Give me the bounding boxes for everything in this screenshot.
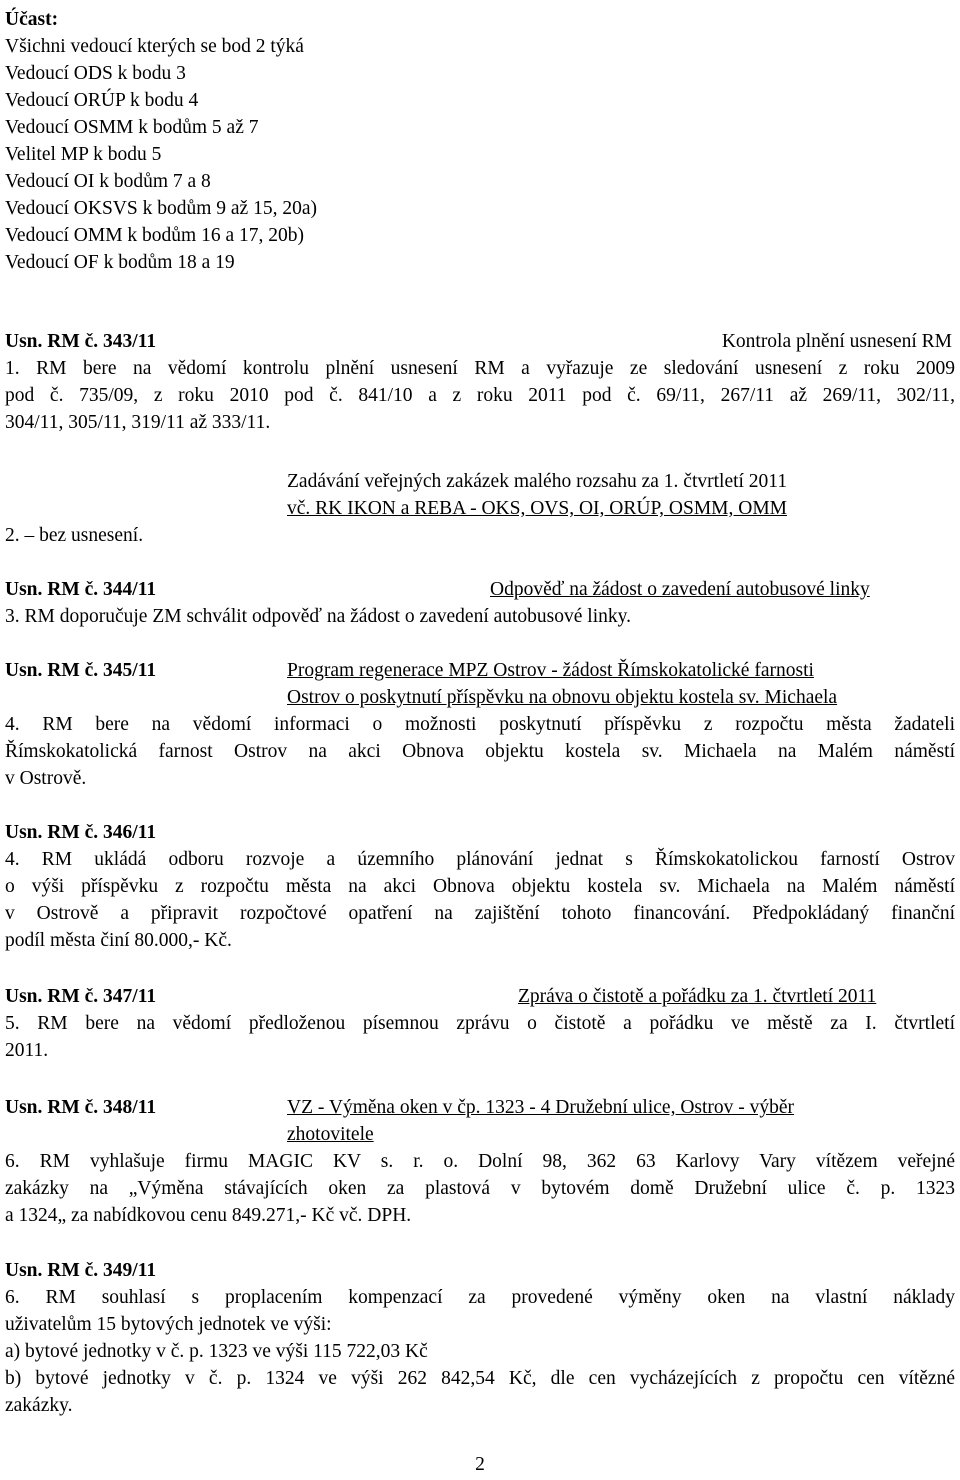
resolution-text: 304/11, 305/11, 319/11 až 333/11. [5,412,271,433]
attendance-line: Vedoucí OI k bodům 7 a 8 [5,171,211,192]
resolution-title: VZ - Výměna oken v čp. 1323 - 4 Družební ulice, Ostrov - výběr [287,1097,795,1118]
resolution-text: 6. RM vyhlašuje firmu MAGIC KV s. r. o. Dolní 98, 362 63 Karlovy Vary vítězem veřejné [5,1151,955,1172]
item-text: 2. – bez usnesení. [5,525,144,546]
resolution-label: Usn. RM č. 349/11 [5,1260,157,1281]
attendance-line: Vedoucí OF k bodům 18 a 19 [5,252,235,273]
resolution-title: Kontrola plnění usnesení RM [721,331,952,352]
attendance-line: Velitel MP k bodu 5 [5,144,162,165]
resolution-title: Zpráva o čistotě a pořádku za 1. čtvrtletí 2011 [518,986,877,1007]
resolution-label: Usn. RM č. 346/11 [5,822,157,843]
attendance-line: Vedoucí ORÚP k bodu 4 [5,90,199,111]
resolution-text: 5. RM bere na vědomí předloženou písemnou zprávu o čistotě a pořádku ve městě za I. čtvrtletí [5,1013,955,1034]
resolution-text: 4. RM bere na vědomí informaci o možnosti poskytnutí příspěvku z rozpočtu města žadateli [5,714,955,735]
resolution-text: 3. RM doporučuje ZM schválit odpověď na žádost o zavedení autobusové linky. [5,606,631,627]
page-number: 2 [475,1454,485,1475]
resolution-text: 2011. [5,1040,49,1061]
resolution-text: v Ostrově a připravit rozpočtové opatření na zajištění tohoto financování. Předpokládaný finanční [5,903,955,924]
resolution-label: Usn. RM č. 347/11 [5,986,157,1007]
resolution-label: Usn. RM č. 344/11 [5,579,157,600]
attendance-line: Vedoucí OSMM k bodům 5 až 7 [5,117,259,138]
resolution-label: Usn. RM č. 345/11 [5,660,157,681]
resolution-title: Odpověď na žádost o zavedení autobusové linky [490,579,870,600]
resolution-title: Program regenerace MPZ Ostrov - žádost Římskokatolické farnosti [287,660,814,681]
resolution-text: 1. RM bere na vědomí kontrolu plnění usnesení RM a vyřazuje ze sledování usnesení z roku 2009 [5,358,955,379]
resolution-text: o výši příspěvku z rozpočtu města na akci Obnova objektu kostela sv. Michaela na Malém náměstí [5,876,955,897]
resolution-text: a) bytové jednotky v č. p. 1323 ve výši 115 722,03 Kč [5,1341,428,1362]
resolution-text: pod č. 735/09, z roku 2010 pod č. 841/10 a z roku 2011 pod č. 69/11, 267/11 až 269/11, 302/11, [5,385,955,406]
resolution-text: b) bytové jednotky v č. p. 1324 ve výši 262 842,54 Kč, dle cen vycházejících z propočtu cen vítězné [5,1368,955,1389]
attendance-heading: Účast: [5,9,59,30]
attendance-line: Vedoucí OMM k bodům 16 a 17, 20b) [5,225,304,246]
resolution-title: zhotovitele [287,1124,374,1145]
resolution-text: 6. RM souhlasí s proplacením kompenzací za provedené výměny oken na vlastní náklady [5,1287,955,1308]
resolution-title: Ostrov o poskytnutí příspěvku na obnovu objektu kostela sv. Michaela [287,687,838,708]
resolution-text: a 1324„ za nabídkovou cenu 849.271,- Kč vč. DPH. [5,1205,412,1226]
resolution-text: v Ostrově. [5,768,87,789]
item-title: Zadávání veřejných zakázek malého rozsahu za 1. čtvrtletí 2011 [287,471,788,492]
resolution-text: uživatelům 15 bytových jednotek ve výši: [5,1314,332,1335]
resolution-text: Římskokatolická farnost Ostrov na akci Obnova objektu kostela sv. Michaela na Malém náměstí [5,741,955,762]
attendance-line: Všichni vedoucí kterých se bod 2 týká [5,36,304,57]
resolution-text: zakázky na „Výměna stávajících oken za plastová v bytovém domě Družební ulice č. p. 1323 [5,1178,955,1199]
item-title: vč. RK IKON a REBA - OKS, OVS, OI, ORÚP, OSMM, OMM [287,498,788,519]
attendance-line: Vedoucí OKSVS k bodům 9 až 15, 20a) [5,198,317,219]
resolution-text: podíl města činí 80.000,- Kč. [5,930,232,951]
resolution-label: Usn. RM č. 348/11 [5,1097,157,1118]
resolution-text: 4. RM ukládá odboru rozvoje a územního plánování jednat s Římskokatolickou farností Ostrov [5,849,955,870]
resolution-text: zakázky. [5,1395,73,1416]
resolution-label: Usn. RM č. 343/11 [5,331,157,352]
attendance-line: Vedoucí ODS k bodu 3 [5,63,186,84]
